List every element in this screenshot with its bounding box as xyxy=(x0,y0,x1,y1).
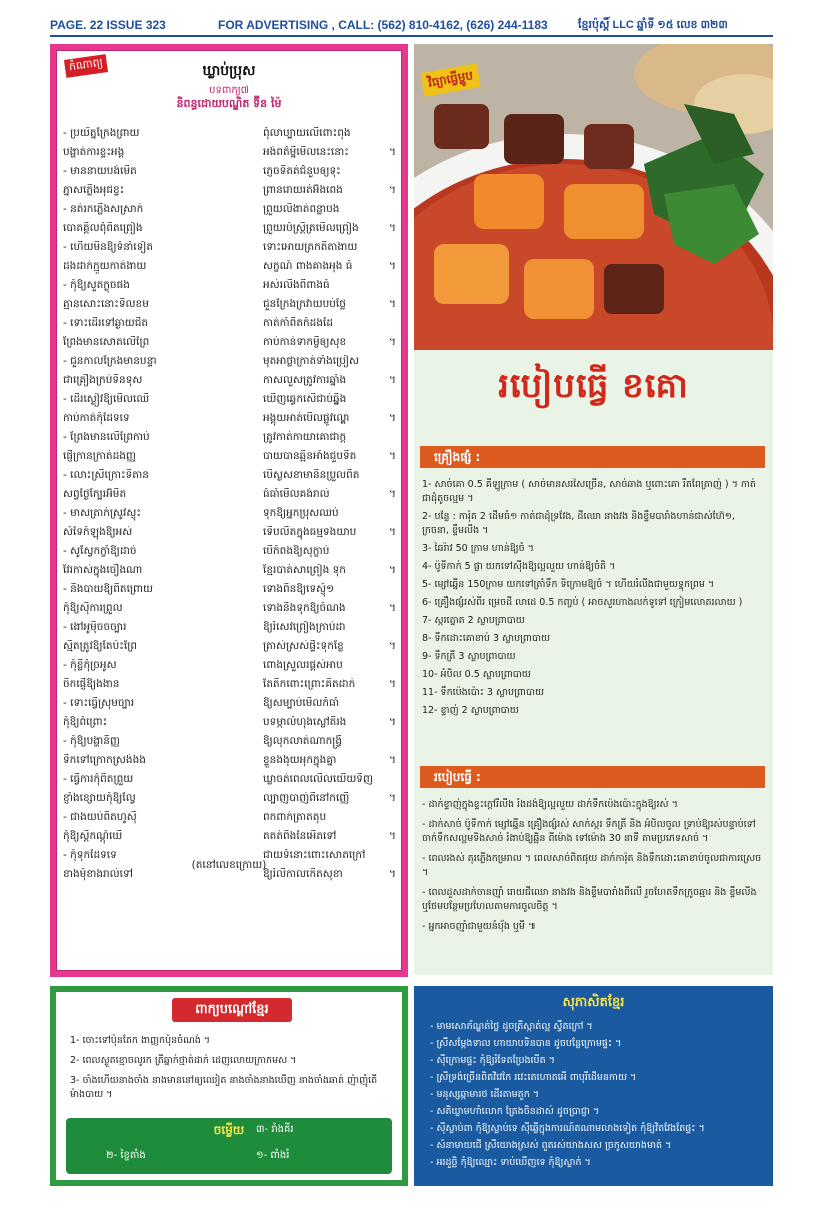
poem-line-text: ដងដាក់ក្មួយកាត់ងាយ xyxy=(63,260,147,272)
poem-line-text: ត្មានសោះនោះទិលខម xyxy=(63,298,149,310)
poem-line-text: បទម្កាលំហុងស្លៅតិរង xyxy=(263,716,347,728)
poem-line xyxy=(63,165,399,184)
page-issue: PAGE. 22 ISSUE 323 xyxy=(50,18,166,32)
poem-line xyxy=(63,583,399,602)
poem-line-mark: ។ xyxy=(389,184,396,196)
poem-line-mark: ។ xyxy=(389,754,396,766)
method-list xyxy=(422,798,762,940)
header-rule xyxy=(50,35,773,37)
poem-line xyxy=(63,374,399,393)
poem-line-mark: ។ xyxy=(389,450,396,462)
poem-line-mark: ។ xyxy=(389,640,396,652)
ingredient-item: 7- ស្ករត្នោត 2 ស្លាបព្រាបាយ xyxy=(422,615,525,626)
poem-line-mark: ។ xyxy=(389,792,396,804)
poem-line-text: កុំឱ្យពំព្រោះ xyxy=(63,716,108,728)
proverb-question: 1- ចោះទៅប៉ុនតែក ងាញ្ញកប៉ុនចំណង់ ។ xyxy=(70,1035,211,1046)
poem-line-text: សំទៃកំឡុងឱ្យអស់ xyxy=(63,526,133,538)
poem-line-text: តតត់ពឹងនៃអើតទៅ xyxy=(263,830,337,842)
poem-line-text: ខ្ញាំងខ្សោយកុំឱ្យល្វែ xyxy=(63,792,136,804)
poem-line xyxy=(63,279,399,298)
poem-line-text: ខ្មែរបាត់សាព្រៀង ទុក xyxy=(263,564,346,576)
wisdom-item: - មនុស្សឆ្កាមារថ ដើរតាមតួក ។ xyxy=(430,1089,540,1100)
poem-line-mark: ។ xyxy=(389,488,396,500)
poem-line xyxy=(63,146,399,165)
poem-line-text: សព្វថ្ងៃក្បែរអ៊ីមិត xyxy=(63,488,127,500)
wisdom-item: - ស៊ីក្រោមផ្ទះ កុំឱ្យរំទែតប្រែងបើត ។ xyxy=(430,1055,555,1066)
poem-line-text: ត្រាស់ស្រស់ផ្ទឹះទុកខ្លែ xyxy=(263,640,344,652)
poem-panel xyxy=(50,44,408,977)
poem-line-text: បាយបានឆ្អិនអាំងជួបទិត xyxy=(263,450,357,462)
poem-tag: កំណាព្យ xyxy=(64,54,108,78)
answers-box xyxy=(66,1118,392,1174)
wisdom-item: - ស្រីទ្រង់ច្រើនពិតវិវេកៃ រវេះតេហោតអើ ពាបុរីដើមនកាយ ។ xyxy=(430,1072,637,1083)
ingredients-list xyxy=(422,478,762,722)
poem-line-text: - លោះស្រីក្រោះទិតាន xyxy=(63,469,149,481)
ingredient-item: 5- ម្សៅឆ្នើន 150ក្រាម យកទៅត្រាំទឹក ទិក្រោមឱ្យចំ ។ ហើយរំលីងជាមួយទ្នុកព្រម ។ xyxy=(422,579,715,590)
wisdom-item: - ស៊ីស្លាប់ពា កុំឱ្យស្លាប់ទេ ស៊ីឆ្លើក្នុងការណ៍តណាមលាងទៀត កុំឱ្យវិតវែងតែផ្ទះ ។ xyxy=(430,1123,705,1134)
poem-line xyxy=(63,811,399,830)
poem-line xyxy=(63,545,399,564)
poem-line-text: ព្រានរោយរត់អ៊ីងពេង xyxy=(263,184,343,196)
proverb-question: 2- ពេលស្ងួតខ្មោចលូរក ត្រីឆ្នាក់ថ្មាត់ដាក់ ដេញលោយក្រាកមស ។ xyxy=(70,1055,297,1066)
method-step: - ពេលដួសដាក់ចានញ៉ាំ រោយជីឈោ នាងវង និងខ្ទឹមបារាំងពីលើ រួចហែតទឹកក្រូចឆ្មារ និង ខ្ទឹមលីង ឬថែមបន្ថែមប្រហែលតាមការចូលចិត្ត ។ xyxy=(422,887,757,912)
poem-line-text: - ប្រយ័ត្នក្រែងព្រាយ xyxy=(63,127,140,139)
poem-line-text: ទើបលីតក្នុងធម្មទងយាប xyxy=(263,526,357,538)
answer-3: ៣- រាំងគីរ xyxy=(256,1124,294,1135)
poem-line-text: តែតឹកពោះព្រោះគិតដាក់ xyxy=(263,678,356,690)
poem-line-mark: ។ xyxy=(389,602,396,614)
wisdom-list xyxy=(430,1018,765,1171)
ingredient-item: 2- បន្លែ : ការ៉ុត 2 ដើមធំ១ កាត់ជាដុំទ្រវែង, ដីឈោ នាងវង និងខ្ទឹមបារាំងហាន់ជាស់ហ៊ែ១, ក្រចនា, ខ្ទឹមលីង ។ xyxy=(422,511,735,536)
poem-line-text: ឱ្យរំសេវព្រៀងក្រាប់ដា xyxy=(263,621,346,633)
poem-line xyxy=(63,393,399,412)
poem-line-mark: ។ xyxy=(389,412,396,424)
poem-panel-inner xyxy=(56,50,402,971)
poem-line-text: ចិកផ្ញើឱ្យងងាន xyxy=(63,678,120,690)
poem-line xyxy=(63,488,399,507)
poem-line-text: កាសលួសត្រូវការឆ្នាំង xyxy=(263,374,347,386)
proverbs-box xyxy=(50,986,408,1186)
poem-line xyxy=(63,754,399,773)
page-header xyxy=(0,0,823,32)
poem-line-text: ឃ្លាចត់ពេលលើលយើយទិញ xyxy=(263,773,373,785)
poem-line xyxy=(63,621,399,640)
poem-line-text: កាប់កាន់ទាកម្ចីឲ្យសុខ xyxy=(263,336,347,348)
method-band xyxy=(420,766,765,788)
poem-line-text: - ទោះដើរទៅឆ្ងាយជិត xyxy=(63,317,149,329)
poem-line-mark: ។ xyxy=(389,526,396,538)
poem-line-mark: ។ xyxy=(389,564,396,576)
poem-line-mark: ។ xyxy=(389,868,396,880)
poem-line xyxy=(63,602,399,621)
poem-line xyxy=(63,773,399,792)
poem-line-text: កាប់កាត់កុំដៃទទេ xyxy=(63,412,130,424)
poem-line xyxy=(63,659,399,678)
ingredient-item: 4- ប៉ូទីកាក់ 5 ផ្លា យកទៅស៊ីងឱ្យល្អលួយ ហាន់ឱ្យចំតិ ។ xyxy=(422,561,616,572)
advertising-line: FOR ADVERTISING , CALL: (562) 810-4162, (626) 244-1183 xyxy=(218,18,548,32)
poem-line xyxy=(63,716,399,735)
beef-stew-image xyxy=(414,44,773,350)
poem-line-text: ព្រួយលិងាត់ពន្លាបង xyxy=(263,203,340,215)
poem-line-text: - ជាងយប់ពិតហូស៊ី xyxy=(63,811,137,823)
publication-brand: ខ្មែរប៉ុស្ដិ៍ LLC ឆ្នាំទី ១៥ លេខ ៣២៣ xyxy=(578,19,728,31)
poem-line-mark: ។ xyxy=(389,298,396,310)
poem-line-text: ព្រែងមានសោតលើព្រៃ xyxy=(63,336,150,348)
poem-line-text: ជួនក្រែងក្រវាយបប់ថ្លៃ xyxy=(263,298,346,310)
ingredient-item: 3- ឆៃរ៉ាវ 50 ក្រាម ហាន់ឱ្យចំ ។ xyxy=(422,543,534,554)
wisdom-item: - មាមសោភ័ណ្ឌត់ថ្លៃ ដូចត្រីស្កាត់ល្អ ស្វឹតក្រៅ ។ xyxy=(430,1021,593,1032)
poem-line-text: ទុកឱ្យអ្នកប្រុសឈប់ xyxy=(263,507,339,519)
poem-line-text: - កុំឱ្យបង្ហានិញ្ញ xyxy=(63,735,120,747)
method-heading: របៀបធ្វើ : xyxy=(434,770,481,784)
poem-line xyxy=(63,735,399,754)
poem-line-text: - នឹងបាយឱ្យពិតព្រោយ xyxy=(63,583,154,595)
poem-line-mark: ។ xyxy=(389,336,396,348)
poem-meter: បទពាក្យ៧ xyxy=(209,85,249,96)
poem-line-text: ពុំលាប្បាយលើពោះពុង xyxy=(263,127,351,139)
poem-line xyxy=(63,355,399,374)
poem-line xyxy=(63,222,399,241)
poem-line-text: ស្មិតត្រូវឱ្យតែប៉ះព្រែ xyxy=(63,640,137,652)
poem-continued: (តនៅលេខក្រោយ) xyxy=(191,859,267,871)
poem-line-text: ធំធាំមើលគង់រាល់ xyxy=(263,488,330,500)
poem-line xyxy=(63,260,399,279)
poem-line-mark: ។ xyxy=(389,260,396,272)
poem-line-text: បង្ហាត់ការខ្ទះអង្គ xyxy=(63,146,125,158)
recipe-title: របៀបធ្វើ ខគោ xyxy=(498,366,689,406)
poem-author: និពន្ធដោយបណ្ឌិត ទ៊ីន ម៉ៃ xyxy=(176,97,282,110)
poem-line-text: ពកពាក់ត្រាតតុប xyxy=(263,811,327,823)
poem-line-text: ជាយទំនោះពោះសោតក្រៅ xyxy=(263,849,366,861)
poem-line xyxy=(63,127,399,146)
poem-line-text: ផ្ញើក្រានក្រាត់ដងញ្ញ xyxy=(63,450,136,462)
poem-line-text: - ហើយមិនឱ្យទំនាំទៀត xyxy=(63,241,154,253)
ingredient-item: 10- អំបិល 0.5 ស្លាបព្រាបាយ xyxy=(422,669,531,680)
poem-line-text: បើកំពងឱ្យសុក្ខាប់ xyxy=(263,545,330,557)
poem-line xyxy=(63,526,399,545)
poem-line-text: ឃើញឆ្វេកសើជាប់ឆ្ន្លឹង xyxy=(263,393,347,405)
poem-line-text: - សូស្វែកក្ខាំឱ្យដាច់ xyxy=(63,545,137,557)
poem-line-mark: ។ xyxy=(389,678,396,690)
poem-line-text: ភ្ញេចទិតត់ជំនួបឲ្យទុះ xyxy=(263,165,341,177)
poem-line xyxy=(63,830,399,849)
poem-line-text: - នត់រកភ្លើងសស្រាក់ xyxy=(63,203,144,215)
ingredient-item: 8- ទឹកដោះគោខាប់ 3 ស្លាបព្រាបាយ xyxy=(422,633,551,644)
proverbs-box-inner xyxy=(56,992,402,1180)
poem-line-text: អស់រលីងពីពាងធំ xyxy=(263,279,330,291)
poem-line xyxy=(63,507,399,526)
method-step: - អ្នកអាចញ៉ាំជាមួយនំបុ័ង ឬមី ៕ xyxy=(422,921,536,932)
poem-line-text: - កុំទុកដៃទទេ xyxy=(63,849,117,861)
poem-line-mark: ។ xyxy=(389,830,396,842)
poem-line-text: ព្រួយរបំស្ដ្រិត្រមើលព្រៀង xyxy=(263,222,359,234)
ingredients-band xyxy=(420,446,765,468)
ingredient-item: 1- សាច់គោ 0.5 គីឡូក្រាម ( សាច់មានសរសៃច្រើន, សាច់ឆាង ឬពោះគោ រឺតពែត្រាញ់ ) ។ កាត់ជាដុំតូចល្មម ។ xyxy=(422,479,756,504)
poem-line-text: កុំឱ្យស្ដីកណ្ដុំឃើ xyxy=(63,830,123,842)
poem-line-text: - មាសត្រាក់ស្រូវស្ញុះ xyxy=(63,507,141,519)
method-step: - ដាក់សាច់ ប៉ូទីកាក់ ម្សៅឆ្នើន គ្រឿងផ្សំរស់ សាក់ស្ករ ទឹកត្រី និង អំបិលចូល ទ្រាប់ឱ្យរស់បន្ទាប់ទៅ ចាក់ទឹកសល្អមទិងសាច់ រំងាប់ឱ្យឆ្អិន ពីម៉ោង ទៅម៉ោង 30 នាទី តាមប្រភេទសាច់ ។ xyxy=(422,819,756,844)
proverb-question: 3- ចាំងហើយនាងចាំង នាងមាននៅឲ្យឈៀត នាងចាំងនាងឃើញ នាងចាំងឆាត់ ញ៉ាញុំតើម៉ាងបាយ ។ xyxy=(70,1075,378,1100)
poem-line-text: បោតគ្គិលពុំពិតព្រៀង xyxy=(63,222,143,234)
poem-line-text: វែរកាស់ក្នុងចឿងណា xyxy=(63,564,143,576)
answer-1: ១- ពាំងរំ xyxy=(256,1150,290,1161)
poem-line xyxy=(63,697,399,716)
poem-line xyxy=(63,412,399,431)
poem-line xyxy=(63,431,399,450)
poem-line xyxy=(63,469,399,488)
poem-line-text: ត្រូវកាត់កាយាគោជាក្ដ xyxy=(263,431,347,443)
ingredient-item: 6- គ្រឿងផ្សំរស់ពីរ ម្រេចដី លាដេ 0.5 កញ្ចប់ ( អាចសួរហាងលក់ទូទៅ ក្រៀមលោតរលាយ ) xyxy=(422,597,743,608)
answers-title: ចម្លើយ xyxy=(213,1123,245,1137)
poem-line-text: ទោងពិនឱ្យទេស្ញុំ១ xyxy=(263,583,335,595)
poem-line-text: - ធ្វើការកុំពិតព្រួយ xyxy=(63,773,134,785)
poem-line-text: - ងៅអូម៉ិចចច្បារ xyxy=(63,621,127,633)
poem-line-text: - កុំខ្លីកុំច្រអូស xyxy=(63,659,117,671)
ingredients-heading: គ្រឿងផ្សំ : xyxy=(434,450,481,464)
poem-line-text: សក្ខណ៍ ពាងគាងអុង ធំ xyxy=(263,260,353,272)
method-step: - ពេលរងស់ តុរភ្លើងកម្ររាល ។ ពេលសាច់ពិតផុយ ដាក់ការ៉ុត និងទឹកដោះគោខាប់ចូលជាការស្រេច ។ xyxy=(422,853,762,878)
poem-line-text: ឱ្យសម្បាប់មើលកំធាំ xyxy=(263,697,340,709)
poem-line-text: អង់ពត៌ម្នីមើលនេះនោះ xyxy=(263,146,349,158)
dish-photo xyxy=(414,44,773,350)
ingredient-item: 11- ទឹកប៉េងប៉ោះ 3 ស្លាបព្រាបាយ xyxy=(422,687,545,698)
poem-line xyxy=(63,336,399,355)
poem-line-mark: ។ xyxy=(389,146,396,158)
poem-line-text: - កុំឱ្យសួតក្ងុចផង xyxy=(63,279,130,291)
ingredient-item: 12- ខ្ទាញ់ 2 ស្លាបព្រាបាយ xyxy=(422,705,519,716)
poem-lines xyxy=(63,127,399,887)
poem-line xyxy=(63,298,399,317)
poem-line-mark: ។ xyxy=(389,716,396,728)
poem-line-text: ឱ្យរំលឹកាលកើតសុខា xyxy=(263,868,343,880)
poem-line-mark: ។ xyxy=(389,222,396,234)
poem-line-text: កាត់កាំពិតកំដងដៃ xyxy=(263,317,333,329)
wisdom-item: - សតិឃ្លាមហាំលោក ត្រែងចិនដាស់ ដូចប្រាជ្ញា ។ xyxy=(430,1106,600,1117)
poem-line-text: ទោងនឹងទុកឱ្យចំណង xyxy=(263,602,346,614)
poem-line-text: - ដើរស្ងៀវឱ្យមើលឈើ xyxy=(63,393,150,405)
recipe-section xyxy=(414,350,773,975)
poem-line-text: - មាននាយបង់មើត xyxy=(63,165,137,177)
method-step: - ដាក់ខ្ទាញ់ក្នុងខ្ទះក្តៅរីលីង រំងដង់ឱ្យល្អលួយ ដាក់ទឹកប៉េងប៉ោះក្នុងឱ្យរស់ ។ xyxy=(422,799,678,810)
wisdom-item: - អរដួច្ឆិ កុំឱ្យឈ្មោះ ទាប់ឃើញទេ កុំឱ្យស្លាក់ ។ xyxy=(430,1157,591,1168)
poem-line-text: ទឹកទៅក្រោកស្រង់ងង xyxy=(63,754,146,766)
poem-line-text: បើស្ងសខាមានិនប្រួលពិត xyxy=(263,469,360,481)
poem-line-text: ឱ្យលុកលាត់ណាកង្វ្រី xyxy=(263,735,343,747)
poem-line xyxy=(63,203,399,222)
poem-line-text: ទោះអោយត្រកតិតាងាយ xyxy=(263,241,358,253)
ingredient-item: 9- ទឹកត្រី 3 ស្លាបព្រាបាយ xyxy=(422,651,516,662)
poem-title: ឃ្លាប់ប្រុស xyxy=(202,63,256,79)
poem-line xyxy=(63,678,399,697)
proverbs-title: ពាក្យបណ្ដៅខ្មែរ xyxy=(172,998,292,1022)
poem-line xyxy=(63,640,399,659)
poem-line-text: - ជួនកាលក្រែងមានបន្ទា xyxy=(63,355,157,367)
poem-line xyxy=(63,241,399,260)
poem-line-text: ជាគ្រឿងក្រប់ទិនទុស xyxy=(63,374,143,386)
poem-line-text: មុតអាថ្លាក្រាត់ទាំងប្រៀស xyxy=(263,355,360,367)
photo-label: វិធ្យាធ្វើម្ហូប xyxy=(420,63,481,97)
poem-line xyxy=(63,792,399,811)
poem-line-text: ល្បាញបាញ់ពីនៅកញ្ញើ xyxy=(263,792,350,804)
wisdom-item: - ស្រីសម្ដែងទាល ហាយាបទិនបាន ដូចបន្លែក្រោមផ្ទះ ។ xyxy=(430,1038,622,1049)
poem-line-text: ខាងមុំខាងរាល់ទៅ xyxy=(63,868,133,880)
poem-line-text: - ទោះធ្វើស្រុមច្បារ xyxy=(63,697,135,709)
poem-line xyxy=(63,564,399,583)
poem-line xyxy=(63,184,399,203)
wisdom-box xyxy=(414,986,773,1186)
poem-line-text: កុំឱ្យស៊ីការព្រួល xyxy=(63,602,123,614)
poem-line-text: អង្គុយអាត់បើលផ្លូវល្ហ្កោ xyxy=(263,412,350,424)
poem-line xyxy=(63,317,399,336)
poem-line-mark: ។ xyxy=(389,374,396,386)
poem-line xyxy=(63,450,399,469)
wisdom-title: សុភាសិតខ្មែរ xyxy=(562,995,625,1010)
poem-line-text: ភ្នាសភ្លើងអុជខ្ទះ xyxy=(63,184,125,196)
answer-2: ២- ខ្ចៃតាំង xyxy=(106,1150,146,1161)
wisdom-item: - សំនាមាយជើ ស្រីយោងស្រស់ ពួតរស់យាងសស ច្រកូសយាងមាត់ ។ xyxy=(430,1140,672,1151)
poem-line-text: - ព្រែងមានលើព្រៃកាប់ xyxy=(63,431,150,443)
poem-line-text: ពោងស្រួលរផ្គស់អាប xyxy=(263,659,343,671)
poem-line-text: ខ្ទួនងងុយអុកក្នុងគ្នា xyxy=(263,754,337,766)
